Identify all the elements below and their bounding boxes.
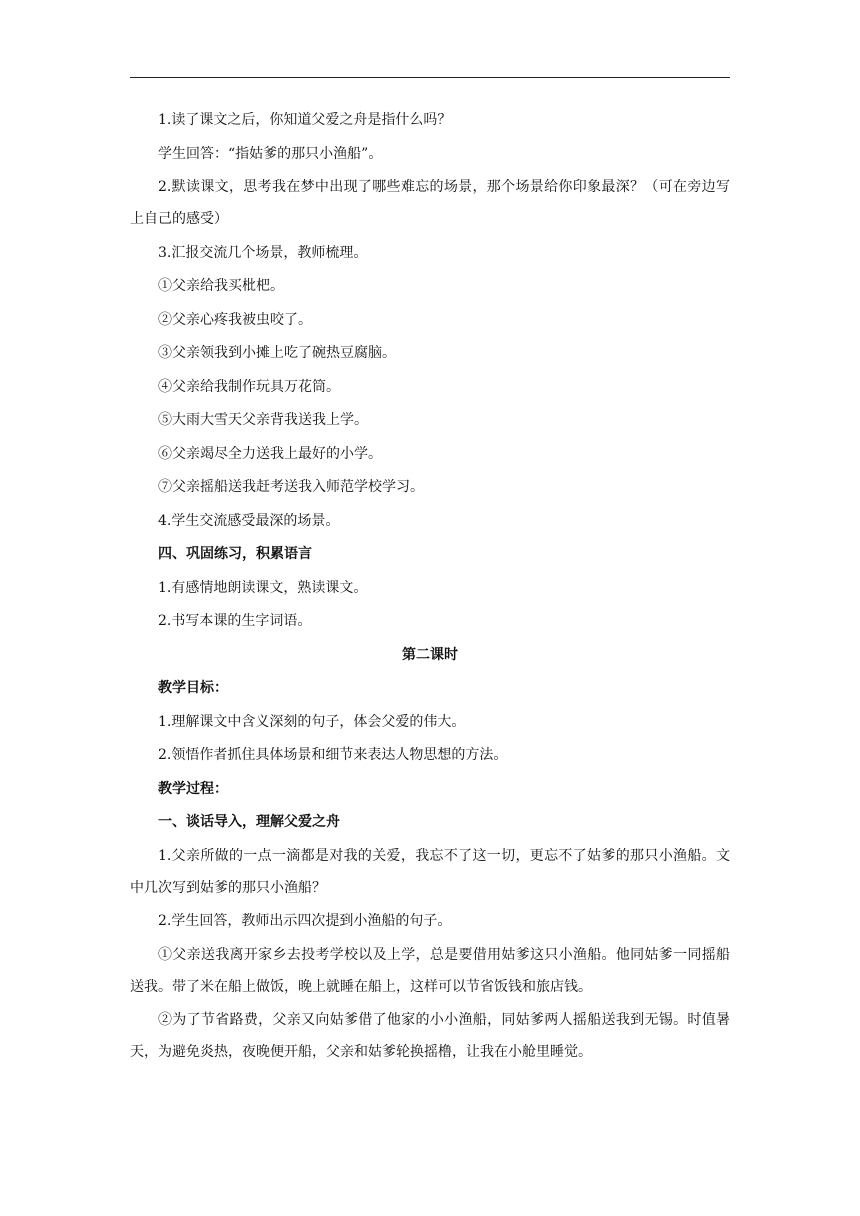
lesson-title: 第二课时 (402, 646, 458, 663)
list-item: ⑦父亲摇船送我赶考送我入师范学校学习。 (158, 479, 424, 495)
paragraph: 1.父亲所做的一点一滴都是对我的关爱，我忘不了这一切，更忘不了姑爹的那只小渔船。文中几次写到姑爹的那只小渔船？ (130, 847, 730, 896)
paragraph: 1.读了课文之后，你知道父爱之舟是指什么吗？ (158, 112, 452, 128)
list-item: ①父亲给我买枇杷。 (158, 278, 284, 294)
list-item: ⑤大雨大雪天父亲背我送我上学。 (158, 412, 368, 428)
document-body (130, 104, 730, 1070)
list-item: ③父亲领我到小摊上吃了碗热豆腐脑。 (158, 345, 396, 361)
list-item: ⑥父亲竭尽全力送我上最好的小学。 (158, 445, 382, 462)
paragraph: 1.理解课文中含义深刻的句子，体会父爱的伟大。 (158, 713, 466, 730)
paragraph: 1.有感情地朗读课文，熟读课文。 (158, 579, 368, 596)
header-rule (130, 77, 730, 78)
paragraph: 学生回答：“指姑爹的那只小渔船”。 (158, 145, 383, 162)
section-heading: 一、谈话导入，理解父爱之舟 (158, 814, 340, 830)
paragraph: 2.默读课文，思考我在梦中出现了哪些难忘的场景，那个场景给你印象最深？（可在旁边写上自己的感受） (130, 179, 730, 227)
list-item: ②为了节省路费，父亲又向姑爹借了他家的小小渔船，同姑爹两人摇船送我到无锡。时值暑天，为避免炎热，夜晚便开船，父亲和姑爹轮换摇橹，让我在小舱里睡觉。 (130, 1012, 730, 1060)
paragraph: 3.汇报交流几个场景，教师梳理。 (158, 244, 368, 261)
list-item: ①父亲送我离开家乡去投考学校以及上学，总是要借用姑爹这只小渔船。他同姑爹一同摇船送我。带了米在船上做饭，晚上就睡在船上，这样可以节省饭钱和旅店钱。 (130, 946, 730, 995)
section-heading: 教学过程： (158, 780, 228, 797)
list-item: ②父亲心疼我被虫咬了。 (158, 311, 312, 328)
paragraph: 2.书写本课的生字词语。 (158, 613, 312, 629)
paragraph: 2.领悟作者抓住具体场景和细节来表达人物思想的方法。 (158, 747, 508, 763)
list-item: ④父亲给我制作玩具万花筒。 (158, 378, 340, 395)
paragraph: 2.学生回答，教师出示四次提到小渔船的句子。 (158, 913, 452, 929)
paragraph: 4.学生交流感受最深的场景。 (158, 512, 340, 529)
section-heading: 教学目标： (158, 680, 228, 696)
section-heading: 四、巩固练习，积累语言 (158, 546, 312, 562)
